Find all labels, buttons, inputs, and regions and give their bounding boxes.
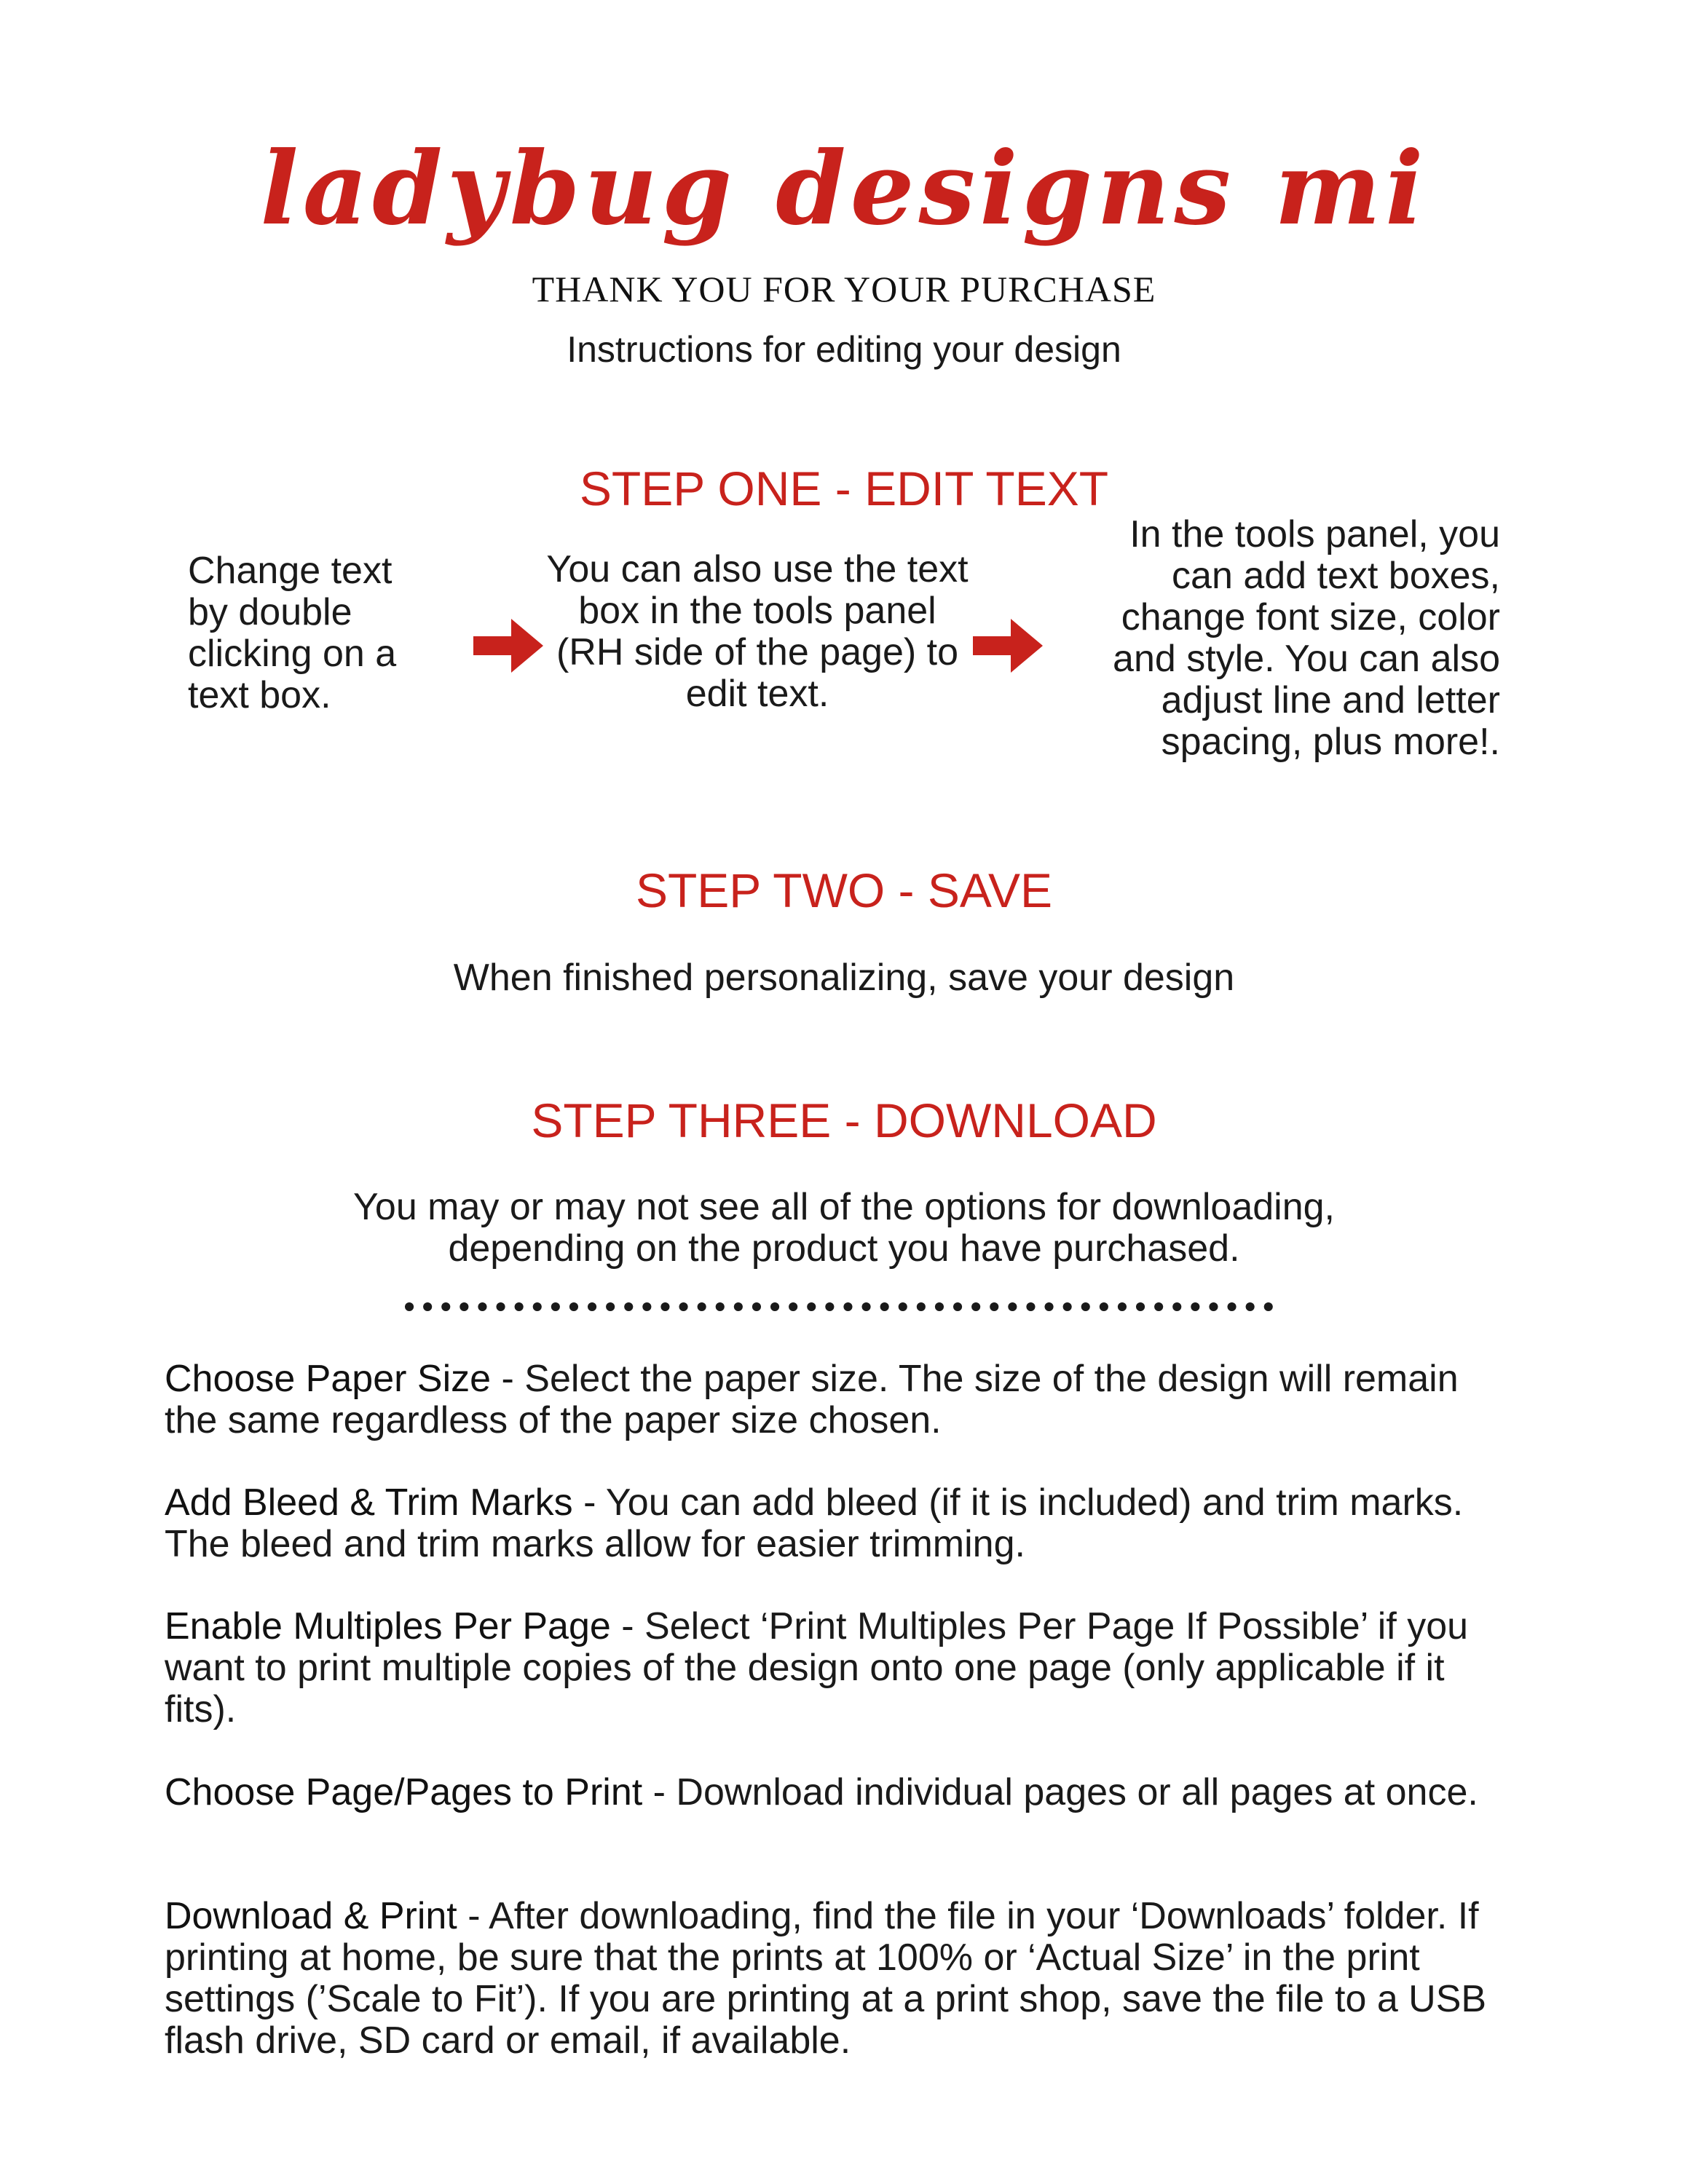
option-download-print: [165, 1896, 1497, 2062]
option-pages-to-print: [165, 1772, 1497, 1813]
option-title: Download & Print: [165, 1895, 457, 1937]
option-title: Choose Page/Pages to Print: [165, 1771, 643, 1813]
option-title: Enable Multiples Per Page: [165, 1605, 611, 1647]
step-two-text: When finished personalizing, save your design: [453, 957, 1235, 999]
thank-you-heading: THANK YOU FOR YOUR PURCHASE: [532, 269, 1156, 309]
option-text: - Download individual pages or all pages at once.: [642, 1771, 1478, 1813]
brand-logo: ladybug designs mi: [260, 129, 1428, 248]
dotted-divider: [404, 1302, 1285, 1312]
option-text: - You can add bleed (if it is included) and trim marks. The bleed and trim marks allow for easier trimming.: [165, 1481, 1464, 1565]
option-text: - Select the paper size. The size of the design will remain the same regardless of the paper size chosen.: [165, 1358, 1459, 1441]
right-arrow-icon: [973, 619, 1043, 673]
instructions-intro: Instructions for editing your design: [567, 329, 1121, 370]
option-title: Choose Paper Size: [165, 1358, 492, 1400]
step-three-heading: STEP THREE - DOWNLOAD: [531, 1093, 1157, 1147]
step-one-column-1: Change text by double clicking on a text box.: [188, 550, 397, 716]
option-text: - After downloading, find the file in your ‘Downloads’ folder. If printing at home, be sure that the prints at 100% or ‘Actual Size’ in the print settings (’Scale to Fit’). If you are printing at a print shop, save the file to a USB flash drive, SD card or email, if available.: [165, 1895, 1487, 2062]
option-paper-size: [165, 1358, 1497, 1441]
step-three-text-line-2: depending on the product you have purchased.: [448, 1227, 1240, 1270]
step-two-heading: STEP TWO - SAVE: [635, 863, 1053, 917]
step-one-column-3: In the tools panel, you can add text boxes, change font size, color and style. You can also adjust line and letter spacing, plus more!.: [1113, 513, 1500, 763]
option-multiples-per-page: [165, 1606, 1497, 1730]
option-title: Add Bleed & Trim Marks: [165, 1481, 573, 1524]
step-one-heading: STEP ONE - EDIT TEXT: [579, 462, 1109, 515]
step-one-column-2: You can also use the text box in the tools panel (RH side of the page) to edit text.: [546, 548, 969, 715]
right-arrow-icon: [473, 619, 543, 673]
step-three-text-line-1: You may or may not see all of the options for downloading,: [352, 1186, 1335, 1228]
option-bleed-trim: [165, 1482, 1497, 1565]
option-text: - Select ‘Print Multiples Per Page If Possible’ if you want to print multiple copies of the design onto one page (only applicable if it fits).: [165, 1605, 1469, 1730]
